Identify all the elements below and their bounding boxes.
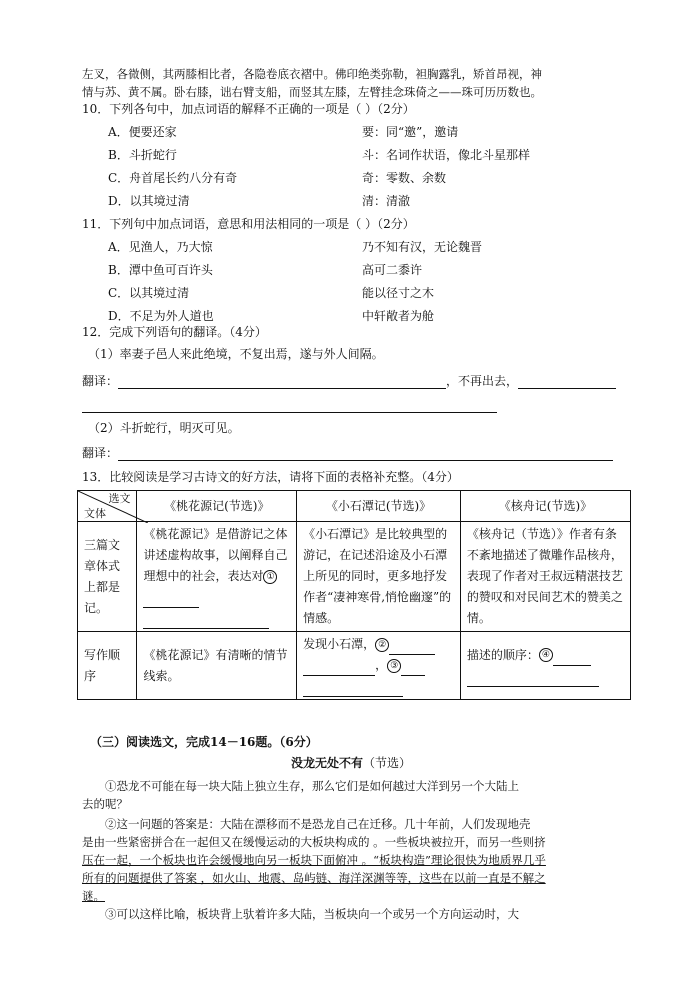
translate-label: 翻译： bbox=[82, 374, 119, 388]
paragraph-line: 压在一起，一个板块也许会缓慢地向另一板块下面俯冲 。“板块构造”理论很快为地质界几乎 bbox=[82, 853, 546, 867]
comparison-table bbox=[77, 490, 631, 700]
paragraph-line: 是由一些紧密拼合在一起但又在缓慢运动的大板块构成的 。一些板块被拉开，而另一些则挤 bbox=[82, 835, 546, 849]
passage-line: 情与苏、黄不属。卧右膝，诎右臂支船，而竖其左膝，左臂挂念珠倚之——珠可历历数也。 bbox=[82, 85, 542, 99]
table-cell: 《核舟记（节选）》作者有条不紊地描述了微雕作品核舟，表现了作者对王叔远精湛技艺的赞叹和对民间艺术的赞美之情。 bbox=[460, 522, 630, 632]
q10-option-b-gloss: 斗：名词作状语，像北斗星那样 bbox=[362, 148, 531, 162]
cell-text: 描述的顺序： bbox=[466, 647, 539, 662]
corner-label-top: 选文 bbox=[108, 492, 131, 505]
q10-option-c-gloss: 奇：零数、余数 bbox=[362, 171, 447, 185]
q10-option-a-gloss: 要：同“邀”，邀请 bbox=[362, 125, 459, 139]
q12-translation-1-cont bbox=[82, 397, 497, 413]
table-cell: 《小石潭记》是比较典型的游记，在记述沿途及小石潭上所见的同时，更多地抒发作者“凄神寒骨,悄怆幽邃”的情感。 bbox=[297, 522, 461, 632]
row-label: 三篇文章体式上都是记。 bbox=[78, 522, 137, 632]
paragraph-line: 去的呢？ bbox=[82, 797, 128, 811]
answer-blank[interactable] bbox=[143, 615, 269, 629]
q11-option-c-pair: 能以径寸之木 bbox=[362, 286, 435, 300]
q12-sentence-1: （1）率妻子邑人来此绝境，不复出焉，遂与外人间隔。 bbox=[88, 347, 384, 361]
answer-blank[interactable] bbox=[389, 641, 435, 655]
table-corner-cell bbox=[78, 491, 137, 522]
answer-blank[interactable] bbox=[118, 375, 446, 389]
answer-blank[interactable] bbox=[518, 375, 616, 389]
q10-option-a: A．便要还家 bbox=[108, 125, 177, 139]
paragraph-line: 谜。 bbox=[82, 889, 105, 903]
table-cell bbox=[460, 632, 630, 700]
answer-blank[interactable] bbox=[143, 594, 199, 608]
paragraph-line: ②这一问题的答案是：大陆在漂移而不是恐龙自己在迁移。几十年前，人们发现地壳 bbox=[105, 817, 531, 831]
answer-blank[interactable] bbox=[118, 447, 613, 461]
passage-title-note: （节选） bbox=[363, 756, 412, 770]
cell-text: 《桃花源记》是借游记之体讲述虚构故事，以阐释自己理想中的社会，表达对 bbox=[143, 527, 288, 583]
paragraph-line: ①恐龙不可能在每一块大陆上独立生存，那么它们是如何越过大洋到另一个大陆上 bbox=[105, 779, 519, 793]
q11-option-d: D．不足为外人道也 bbox=[108, 309, 214, 323]
q11-option-b-pair: 高可二黍许 bbox=[362, 263, 423, 277]
answer-blank[interactable] bbox=[553, 652, 591, 666]
cell-text: 发现小石潭， bbox=[303, 637, 376, 651]
q10-option-d: D．以其境过清 bbox=[108, 194, 190, 208]
answer-blank[interactable] bbox=[303, 683, 403, 697]
table-cell: 《桃花源记》有清晰的情节线索。 bbox=[137, 632, 297, 700]
passage-title-wrap bbox=[291, 755, 411, 771]
answer-blank[interactable] bbox=[303, 662, 375, 676]
answer-blank[interactable] bbox=[401, 662, 425, 676]
q11-option-d-pair: 中轩敞者为舱 bbox=[362, 309, 435, 323]
passage-title: 没龙无处不有 bbox=[291, 756, 364, 770]
question-13-stem: 13．比较阅读是学习古诗文的好方法，请将下面的表格补充整。（4分） bbox=[82, 470, 459, 484]
translate-label: 翻译： bbox=[82, 446, 119, 460]
q11-option-a-pair: 乃不知有汉，无论魏晋 bbox=[362, 240, 483, 254]
question-11-stem: 11．下列句中加点词语，意思和用法相同的一项是（ ）（2分） bbox=[82, 217, 415, 231]
table-cell: 发现小石潭， ② ， ③ bbox=[297, 632, 461, 700]
table-cell bbox=[137, 522, 297, 632]
q10-option-d-gloss: 清：清澈 bbox=[362, 194, 411, 208]
q10-option-c: C．舟首尾长约八分有奇 bbox=[108, 171, 238, 185]
question-12-stem: 12．完成下列语句的翻译。（4分） bbox=[82, 325, 267, 339]
q11-option-b: B．潭中鱼可百许头 bbox=[108, 263, 213, 277]
question-10-stem: 10．下列各句中，加点词语的解释不正确的一项是（ ）（2分） bbox=[82, 102, 415, 116]
blank-marker: ② bbox=[375, 638, 389, 652]
q11-option-a: A．见渔人，乃大惊 bbox=[108, 240, 213, 254]
q12-translation-2 bbox=[82, 445, 613, 461]
blank-marker: ① bbox=[263, 570, 277, 584]
q12-translation-1 bbox=[82, 373, 616, 389]
q12-sentence-2: （2）斗折蛇行，明灭可见。 bbox=[88, 421, 240, 435]
corner-label-bottom: 文体 bbox=[84, 507, 106, 520]
q10-option-b: B．斗折蛇行 bbox=[108, 148, 177, 162]
translate-mid-text: ，不再出去， bbox=[446, 374, 519, 388]
answer-blank[interactable] bbox=[467, 673, 599, 687]
paragraph-line: 所有的问题提供了答案 ，如火山、地震、岛屿链、海洋深渊等等，这些在以前一直是不解之 bbox=[82, 871, 546, 885]
row-label: 写作顺序 bbox=[78, 632, 137, 700]
table-header: 《小石潭记(节选)》 bbox=[297, 491, 461, 522]
answer-blank[interactable] bbox=[82, 399, 497, 413]
passage-line: 左叉，各微侧，其两膝相比者，各隐卷底衣褶中。佛印绝类弥勒，袒胸露乳，矫首昂视，神 bbox=[82, 67, 542, 81]
blank-marker: ④ bbox=[539, 648, 553, 662]
blank-marker: ③ bbox=[387, 659, 401, 673]
q11-option-c: C．以其境过清 bbox=[108, 286, 190, 300]
table-header: 《桃花源记(节选)》 bbox=[137, 491, 297, 522]
section-heading: （三）阅读选文，完成14－16题。（6分） bbox=[90, 735, 318, 749]
paragraph-line: ③可以这样比喻，板块背上驮着许多大陆，当板块向一个或另一个方向运动时，大 bbox=[105, 907, 519, 921]
table-header: 《核舟记(节选)》 bbox=[460, 491, 630, 522]
